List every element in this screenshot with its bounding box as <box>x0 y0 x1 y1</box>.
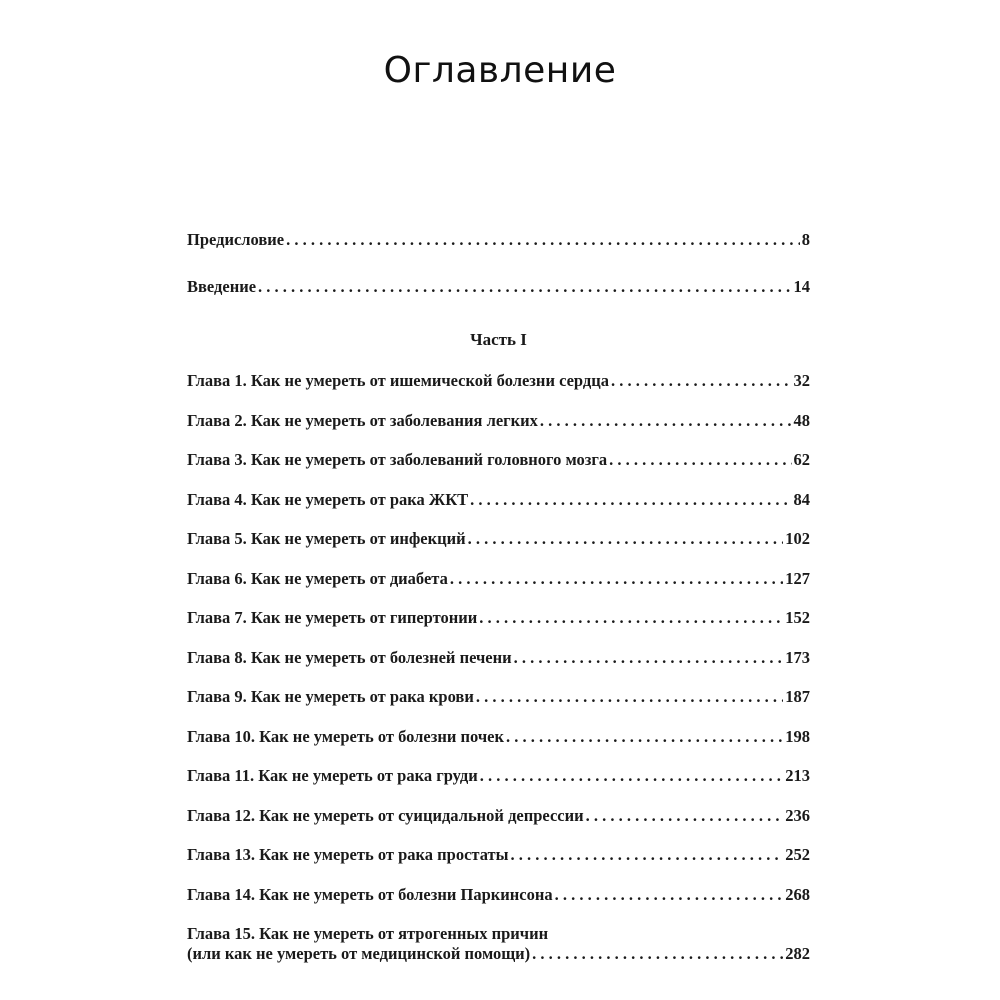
toc-entry-page: 48 <box>793 410 810 430</box>
toc-entry-chapter <box>187 411 810 431</box>
dot-leader <box>555 885 784 905</box>
toc-entry-page: 282 <box>785 943 810 963</box>
toc-entry-title: Глава 12. Как не умереть от суицидальной депрессии <box>187 805 584 825</box>
page-title: Оглавление <box>383 50 617 92</box>
toc-entry-page: 252 <box>785 845 810 864</box>
dot-leader <box>611 371 792 391</box>
toc-entry-page: 268 <box>785 884 810 904</box>
toc-entry-title: Глава 7. Как не умереть от гипертонии <box>187 608 478 627</box>
toc-entry-last-line <box>187 944 810 964</box>
toc-entry-title-line2: (или как не умереть от медицинской помощи) <box>187 943 531 963</box>
toc-entry-chapter <box>187 529 810 549</box>
dot-leader <box>532 944 783 964</box>
toc-entry-chapter <box>187 885 810 905</box>
toc-entry-page: 14 <box>793 277 810 296</box>
toc-entry-chapter <box>187 845 810 865</box>
toc-entry-page: 127 <box>785 568 810 588</box>
dot-leader <box>514 648 784 668</box>
toc-entry-page: 198 <box>785 726 810 746</box>
toc-entry-chapter <box>187 608 810 628</box>
toc-entry-title: Глава 9. Как не умереть от рака крови <box>187 687 474 706</box>
toc-entry-chapter <box>187 727 810 747</box>
dot-leader <box>450 569 783 589</box>
dot-leader <box>586 806 784 826</box>
toc-entry-title: Глава 5. Как не умереть от инфекций <box>187 529 466 548</box>
toc-entry-title: Глава 13. Как не умереть от рака простаты <box>187 845 509 864</box>
toc-entry-page: 213 <box>785 766 810 785</box>
dot-leader <box>511 845 784 865</box>
toc-entry-chapter <box>187 569 810 589</box>
dot-leader <box>470 490 791 510</box>
toc-entry-chapter <box>187 687 810 707</box>
toc-entry-introduction <box>187 277 810 297</box>
toc-entry-title: Глава 10. Как не умереть от болезни почек <box>187 726 504 746</box>
toc-entry-chapter <box>187 766 810 786</box>
toc-entry-chapter <box>187 450 810 470</box>
dot-leader <box>476 687 783 707</box>
toc-entry-title: Глава 1. Как не умереть от ишемической болезни сердца <box>187 371 609 390</box>
toc-entry-page: 102 <box>785 529 810 548</box>
toc-entry-title: Глава 11. Как не умереть от рака груди <box>187 766 478 785</box>
part-heading: Часть I <box>470 330 527 349</box>
dot-leader <box>506 727 783 747</box>
toc-entry-chapter <box>187 371 810 391</box>
toc-entry-title: Глава 4. Как не умереть от рака ЖКТ <box>187 489 469 509</box>
dot-leader <box>468 529 784 549</box>
toc-entry-chapter <box>187 490 810 510</box>
toc-entry-page: 62 <box>793 450 810 469</box>
dot-leader <box>609 450 791 470</box>
dot-leader <box>480 766 784 786</box>
toc-entry-page: 152 <box>785 608 810 627</box>
toc-entry-chapter-multiline <box>187 924 810 964</box>
toc-entry-title-line1: Глава 15. Как не умереть от ятрогенных причин <box>187 923 549 943</box>
toc-entry-chapter <box>187 648 810 668</box>
toc-entry-page: 236 <box>785 805 810 825</box>
toc-entry-title: Глава 2. Как не умереть от заболевания легких <box>187 410 538 430</box>
toc-entry-title: Глава 6. Как не умереть от диабета <box>187 568 448 588</box>
toc-entry-page: 32 <box>793 371 810 390</box>
dot-leader <box>540 411 792 431</box>
toc-entry-preface <box>187 230 810 250</box>
toc-entry-page: 187 <box>785 687 810 706</box>
toc-entry-title: Глава 8. Как не умереть от болезней печени <box>187 647 512 667</box>
dot-leader <box>479 608 783 628</box>
toc-entry-title: Глава 14. Как не умереть от болезни Паркинсона <box>187 884 553 904</box>
toc-entry-title: Предисловие <box>187 230 285 249</box>
toc-entry-page: 84 <box>793 489 810 509</box>
toc-entry-title: Введение <box>187 277 257 296</box>
dot-leader <box>286 230 800 250</box>
toc-entry-page: 173 <box>785 647 810 667</box>
toc-entry-chapter <box>187 806 810 826</box>
toc-entry-title: Глава 3. Как не умереть от заболеваний головного мозга <box>187 450 608 469</box>
toc-entry-page: 8 <box>801 230 810 249</box>
dot-leader <box>258 277 791 297</box>
table-of-contents <box>187 230 810 964</box>
